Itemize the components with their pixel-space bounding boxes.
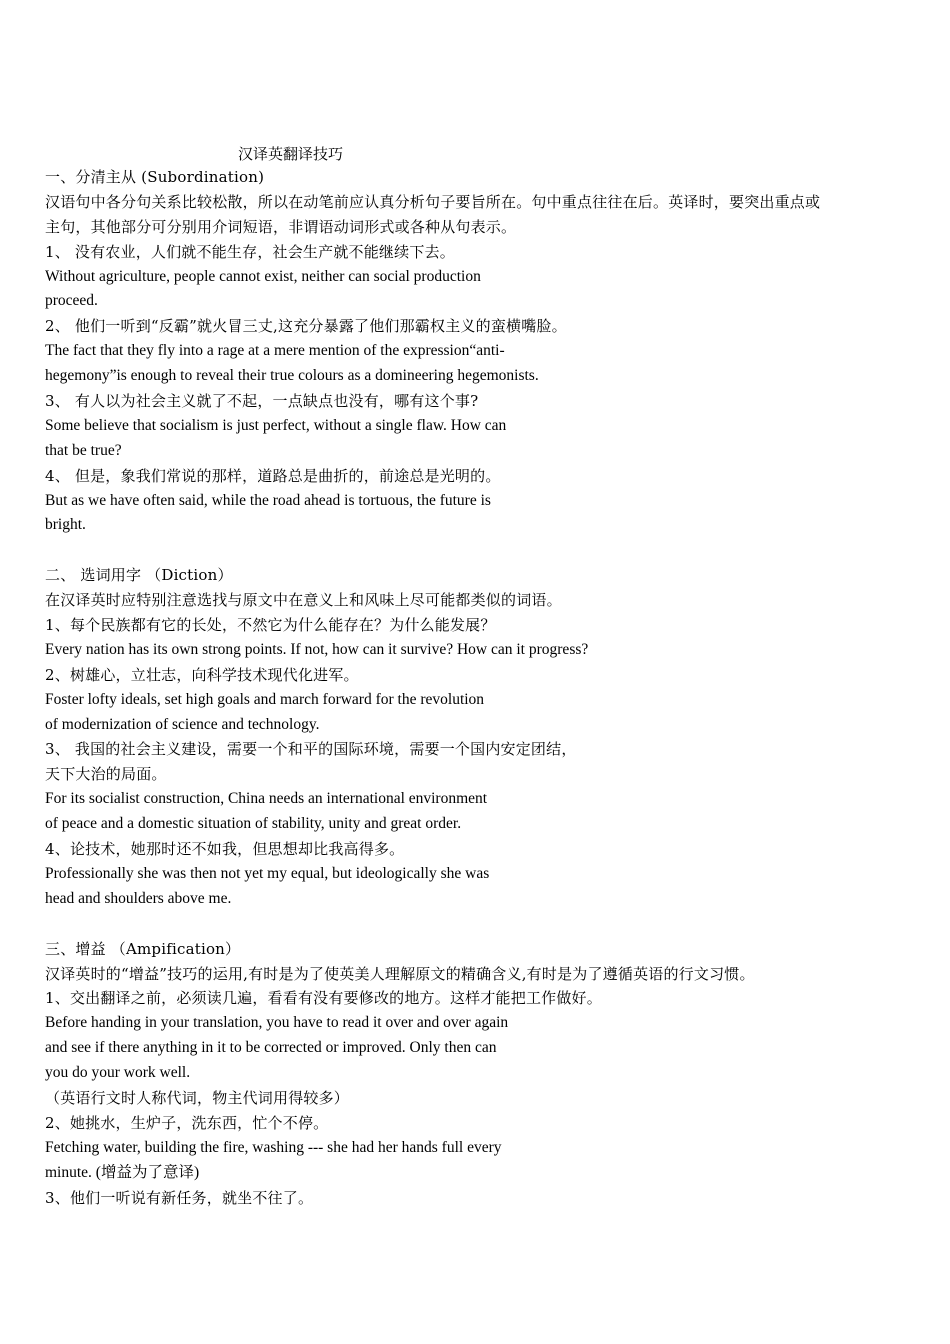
english-text-line: minute. (增益为了意译)	[45, 1163, 200, 1181]
english-text-line: The fact that they fly into a rage at a mere mention of the expression“anti-	[45, 342, 505, 360]
chinese-text-line: 4、 但是，象我们常说的那样，道路总是曲折的，前途总是光明的。	[45, 466, 501, 485]
chinese-text-line: 1、每个民族都有它的长处，不然它为什么能存在？为什么能发展？	[45, 616, 496, 635]
chinese-text-line: 2、她挑水，生炉子，洗东西，忙个不停。	[45, 1113, 329, 1132]
english-text-line: hegemony”is enough to reveal their true colours as a domineering hegemonists.	[45, 367, 539, 385]
chinese-text-line: 4、论技术，她那时还不如我，但思想却比我高得多。	[45, 840, 405, 859]
chinese-text-line: 在汉译英时应特别注意选找与原文中在意义上和风味上尽可能都类似的词语。	[45, 591, 562, 610]
chinese-text-line: 2、树雄心，立壮志，向科学技术现代化进军。	[45, 665, 359, 684]
chinese-text-line: 一、分清主从 (Subordination)	[45, 168, 265, 186]
english-text-line: Professionally she was then not yet my equal, but ideologically she was	[45, 864, 490, 882]
chinese-text-line: 1、交出翻译之前，必须读几遍，看看有没有要修改的地方。这样才能把工作做好。	[45, 989, 602, 1008]
english-text-line: Before handing in your translation, you have to read it over and over again	[45, 1014, 509, 1032]
document-title: 汉译英翻译技巧	[238, 145, 344, 163]
chinese-text-line: 三、增益 （Ampification）	[45, 939, 241, 958]
chinese-text-line: 1、 没有农业，人们就不能生存，社会生产就不能继续下去。	[45, 242, 455, 261]
english-text-line: and see if there anything in it to be corrected or improved. Only then can	[45, 1039, 497, 1057]
english-text-line: Fetching water, building the fire, washing --- she had her hands full every	[45, 1138, 502, 1156]
english-text-line: head and shoulders above me.	[45, 889, 232, 907]
english-text-line: Foster lofty ideals, set high goals and march forward for the revolution	[45, 690, 485, 708]
chinese-text-line: 3、 有人以为社会主义就了不起，一点缺点也没有，哪有这个事?	[45, 392, 479, 411]
english-text-line: For its socialist construction, China needs an international environment	[45, 790, 488, 808]
english-text-line: Without agriculture, people cannot exist, neither can social production	[45, 267, 481, 285]
chinese-text-line: 天下大治的局面。	[45, 765, 167, 784]
blank-line	[45, 912, 905, 937]
chinese-text-line: 2、 他们一听到“反霸”就火冒三丈,这充分暴露了他们那霸权主义的蛮横嘴脸。	[45, 317, 567, 336]
chinese-text-line: 二、 选词用字 （Diction）	[45, 566, 233, 585]
english-text-line: Every nation has its own strong points. If not, how can it survive? How can it progress?	[45, 640, 589, 658]
english-text-line: Some believe that socialism is just perfect, without a single flaw. How can	[45, 416, 507, 434]
chinese-text-line: 汉语句中各分句关系比较松散，所以在动笔前应认真分析句子要旨所在。句中重点往往在后。英译时，要突出重点或	[45, 192, 821, 211]
english-text-line: bright.	[45, 516, 86, 534]
document-body	[45, 165, 905, 1210]
english-text-line: of peace and a domestic situation of stability, unity and great order.	[45, 815, 462, 833]
chinese-text-line: 3、 我国的社会主义建设，需要一个和平的国际环境，需要一个国内安定团结，	[45, 740, 577, 759]
chinese-text-line: 主句，其他部分可分别用介词短语，非谓语动词形式或各种从句表示。	[45, 217, 517, 236]
english-text-line: you do your work well.	[45, 1064, 191, 1082]
english-text-line: But as we have often said, while the road ahead is tortuous, the future is	[45, 491, 491, 509]
chinese-text-line: （英语行文时人称代词，物主代词用得较多）	[45, 1088, 350, 1107]
english-text-line: proceed.	[45, 292, 98, 310]
blank-line	[45, 538, 905, 563]
english-text-line: of modernization of science and technology.	[45, 715, 320, 733]
chinese-text-line: 3、他们一听说有新任务，就坐不往了。	[45, 1188, 314, 1207]
chinese-text-line: 汉译英时的“增益”技巧的运用,有时是为了使英美人理解原文的精确含义,有时是为了遵循英语的行文习惯。	[45, 964, 755, 983]
english-text-line: that be true?	[45, 441, 122, 459]
